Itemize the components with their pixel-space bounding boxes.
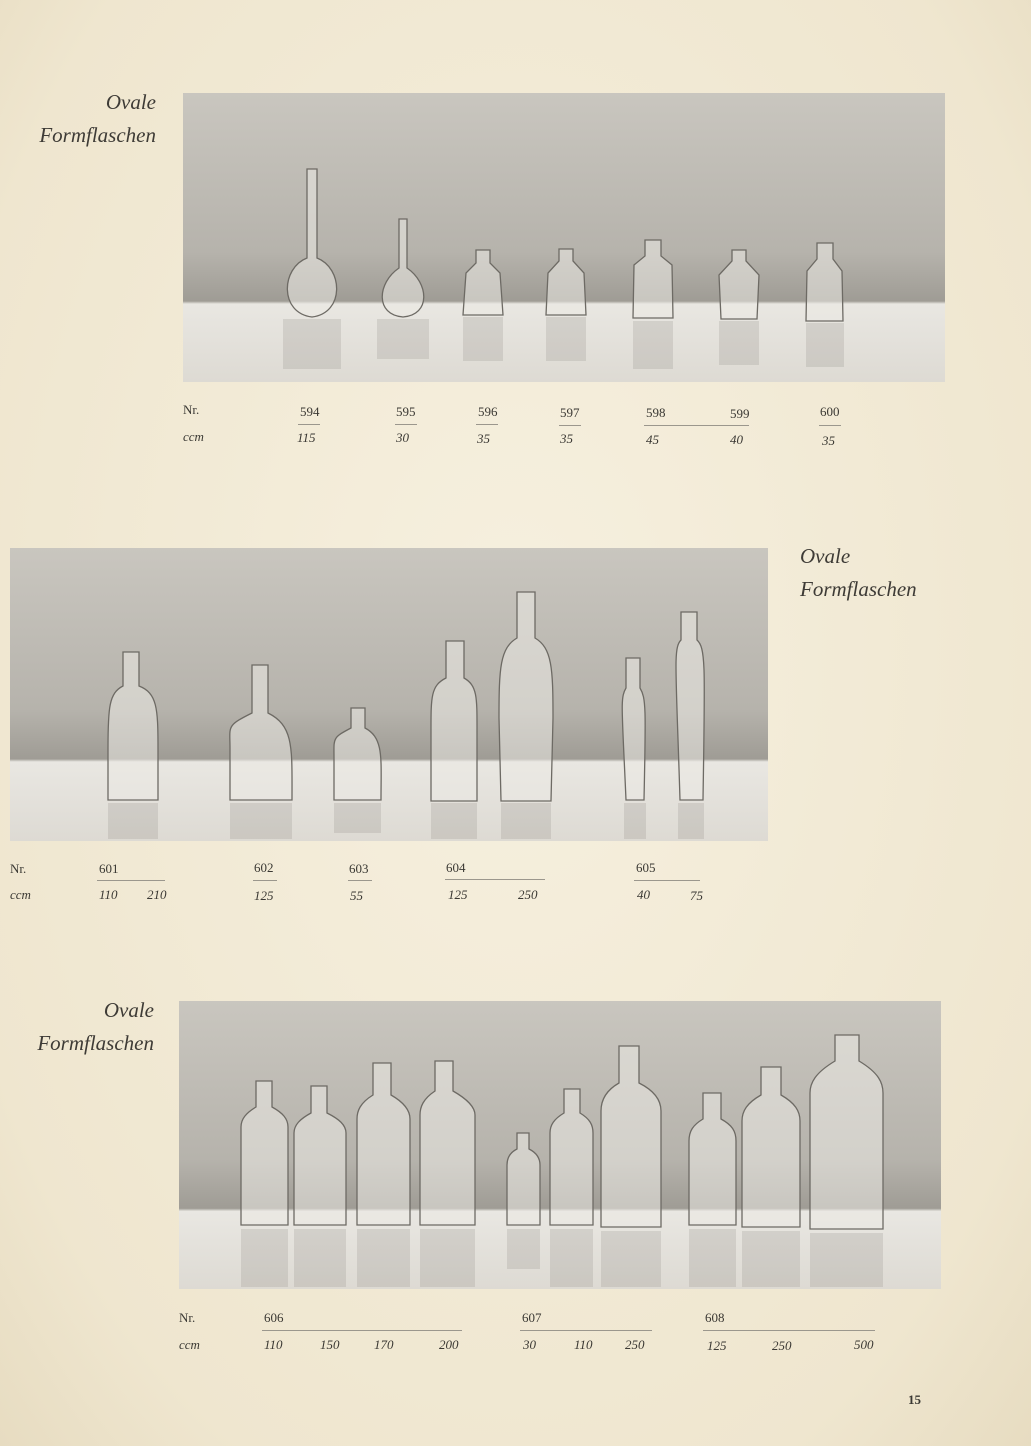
bottle-596	[463, 250, 503, 315]
bottle-606a	[241, 1081, 288, 1225]
section-3-heading	[24, 994, 154, 1060]
bottle-604	[431, 641, 477, 801]
ccm-label: ccm	[10, 887, 31, 902]
bottle-608a	[689, 1093, 736, 1225]
bottle-598	[633, 240, 673, 318]
item-number: 600	[820, 404, 840, 419]
divider-rule	[253, 880, 277, 881]
item-volume: 125	[448, 887, 468, 902]
item-number: 596	[478, 404, 498, 419]
section-1-photo	[183, 93, 945, 382]
item-volume: 55	[350, 888, 363, 903]
item-volume: 35	[477, 431, 490, 446]
heading-line-2: Formflaschen	[800, 577, 917, 601]
nr-label: Nr.	[10, 861, 27, 876]
divider-rule	[634, 880, 700, 881]
divider-rule	[703, 1330, 875, 1331]
item-volume: 110	[574, 1337, 593, 1352]
bottles-photo-1	[183, 93, 945, 382]
item-number: 594	[300, 404, 320, 419]
item-number: 599	[730, 406, 750, 421]
bottle-604b	[499, 592, 553, 801]
item-number: 607	[522, 1310, 542, 1325]
item-volume: 40	[637, 887, 650, 902]
divider-rule	[520, 1330, 652, 1331]
bottle-606b	[294, 1086, 346, 1225]
bottle-608b	[742, 1067, 800, 1227]
section-3-photo	[179, 1001, 941, 1289]
item-volume: 200	[439, 1337, 459, 1352]
divider-rule	[559, 425, 581, 426]
heading-line-2: Formflaschen	[37, 1031, 154, 1055]
item-volume: 35	[560, 431, 573, 446]
section-1-heading	[28, 86, 156, 152]
item-volume: 210	[147, 887, 167, 902]
bottle-608c	[810, 1035, 883, 1229]
item-number: 595	[396, 404, 416, 419]
item-number: 608	[705, 1310, 725, 1325]
section-2-heading	[800, 540, 1000, 606]
heading-line-1: Ovale	[105, 90, 156, 114]
bottle-594	[287, 169, 336, 317]
bottles-photo-2	[10, 548, 768, 841]
bottle-605b	[676, 612, 704, 800]
item-volume: 250	[625, 1337, 645, 1352]
item-number: 598	[646, 405, 666, 420]
bottle-607c	[601, 1046, 661, 1227]
divider-rule	[97, 880, 165, 881]
bottle-607b	[550, 1089, 593, 1225]
item-volume: 250	[772, 1338, 792, 1353]
section-2-photo	[10, 548, 768, 841]
divider-rule	[262, 1330, 462, 1331]
heading-line-1: Ovale	[103, 998, 154, 1022]
divider-rule	[476, 424, 498, 425]
divider-rule	[395, 424, 417, 425]
divider-rule	[445, 879, 545, 880]
bottle-599	[719, 250, 759, 319]
ccm-label: ccm	[183, 429, 204, 444]
item-volume: 45	[646, 432, 659, 447]
bottle-607a	[507, 1133, 540, 1225]
bottles-photo-3	[179, 1001, 941, 1289]
item-volume: 125	[254, 888, 274, 903]
ccm-label: ccm	[179, 1337, 200, 1352]
heading-line-1: Ovale	[800, 544, 851, 568]
item-number: 603	[349, 861, 369, 876]
item-number: 606	[264, 1310, 284, 1325]
item-volume: 40	[730, 432, 743, 447]
bottle-603	[334, 708, 381, 800]
bottle-601	[108, 652, 158, 800]
heading-line-2: Formflaschen	[39, 123, 156, 147]
divider-rule	[298, 424, 320, 425]
page-number: 15	[908, 1392, 921, 1407]
item-volume: 250	[518, 887, 538, 902]
item-volume: 75	[690, 888, 703, 903]
item-volume: 150	[320, 1337, 340, 1352]
item-volume: 125	[707, 1338, 727, 1353]
item-volume: 115	[297, 430, 316, 445]
item-volume: 35	[822, 433, 835, 448]
item-volume: 170	[374, 1337, 394, 1352]
bottle-605a	[622, 658, 645, 800]
bottle-595	[382, 219, 424, 317]
bottle-597	[546, 249, 586, 315]
item-volume: 30	[523, 1337, 536, 1352]
item-volume: 110	[264, 1337, 283, 1352]
bottle-600	[806, 243, 843, 321]
nr-label: Nr.	[179, 1310, 196, 1325]
item-number: 601	[99, 861, 119, 876]
item-number: 605	[636, 860, 656, 875]
bottle-606d	[420, 1061, 475, 1225]
divider-rule	[348, 880, 372, 881]
divider-rule	[819, 425, 841, 426]
item-volume: 500	[854, 1337, 874, 1352]
item-volume: 110	[99, 887, 118, 902]
nr-label: Nr.	[183, 402, 200, 417]
item-number: 602	[254, 860, 274, 875]
item-number: 604	[446, 860, 466, 875]
item-volume: 30	[396, 430, 409, 445]
bottle-606c	[357, 1063, 410, 1225]
item-number: 597	[560, 405, 580, 420]
bottle-602	[230, 665, 292, 800]
divider-rule	[644, 425, 749, 426]
